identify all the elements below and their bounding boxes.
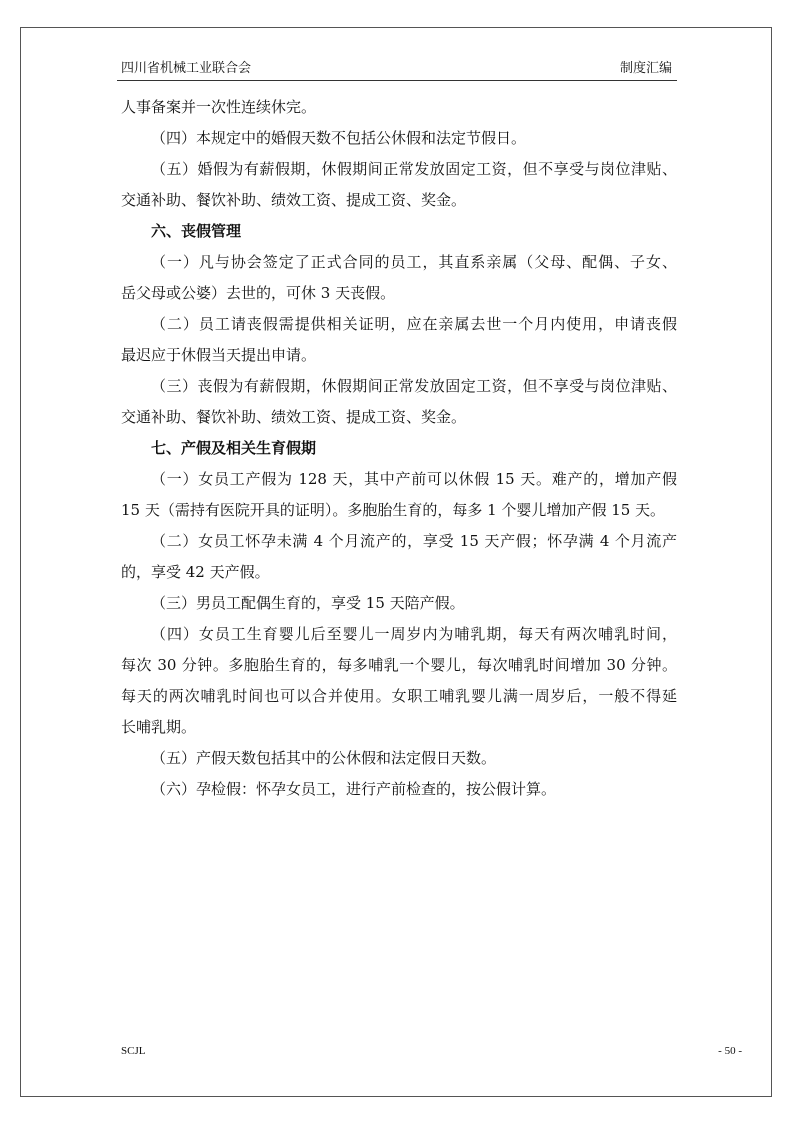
paragraph-line: 岳父母或公婆）去世的，可休 3 天丧假。 [121,284,396,302]
paragraph-line: 交通补助、餐饮补助、绩效工资、提成工资、奖金。 [121,408,467,426]
page-number: - 50 - [718,1045,742,1057]
paragraph-line: （三）丧假为有薪假期，休假期间正常发放固定工资，但不享受与岗位津贴、 [151,377,677,395]
paragraph-line: （二）员工请丧假需提供相关证明，应在亲属去世一个月内使用，申请丧假 [151,315,677,333]
document-body [121,92,677,805]
section-heading-bereavement: 六、丧假管理 [151,222,242,240]
paragraph-line: 15 天（需持有医院开具的证明）。多胞胎生育的，每多 1 个婴儿增加产假 15 天。 [121,501,666,519]
paragraph-line: （三）男员工配偶生育的，享受 15 天陪产假。 [151,594,465,612]
footer-code: SCJL [121,1045,146,1057]
paragraph-line: 的，享受 42 天产假。 [121,563,270,581]
paragraph-line: （五）婚假为有薪假期，休假期间正常发放固定工资，但不享受与岗位津贴、 [151,160,677,178]
paragraph-line: 每次 30 分钟。多胞胎生育的，每多哺乳一个婴儿，每次哺乳时间增加 30 分钟。 [121,656,677,674]
paragraph-line: 长哺乳期。 [121,718,197,736]
paragraph-line: （六）孕检假：怀孕女员工，进行产前检查的，按公假计算。 [151,780,557,798]
paragraph-line: 最迟应于休假当天提出申请。 [121,346,317,364]
paragraph-line: （一）凡与协会签定了正式合同的员工，其直系亲属（父母、配偶、子女、 [151,253,677,271]
paragraph-line: （五）产假天数包括其中的公休假和法定假日天数。 [151,749,497,767]
paragraph-line: （二）女员工怀孕未满 4 个月流产的，享受 15 天产假；怀孕满 4 个月流产 [151,532,677,550]
paragraph-line: （一）女员工产假为 128 天，其中产前可以休假 15 天。难产的，增加产假 [151,470,677,488]
paragraph-line: （四）女员工生育婴儿后至婴儿一周岁内为哺乳期，每天有两次哺乳时间， [151,625,677,643]
header-rule [117,80,677,81]
paragraph-line: （四）本规定中的婚假天数不包括公休假和法定节假日。 [151,129,527,147]
paragraph-line: 人事备案并一次性连续休完。 [121,98,317,116]
section-heading-maternity: 七、产假及相关生育假期 [151,439,317,457]
paragraph-line: 交通补助、餐饮补助、绩效工资、提成工资、奖金。 [121,191,467,209]
paragraph-line: 每天的两次哺乳时间也可以合并使用。女职工哺乳婴儿满一周岁后，一般不得延 [121,687,677,705]
header-section: 制度汇编 [619,61,672,76]
header-organization: 四川省机械工业联合会 [121,61,252,76]
